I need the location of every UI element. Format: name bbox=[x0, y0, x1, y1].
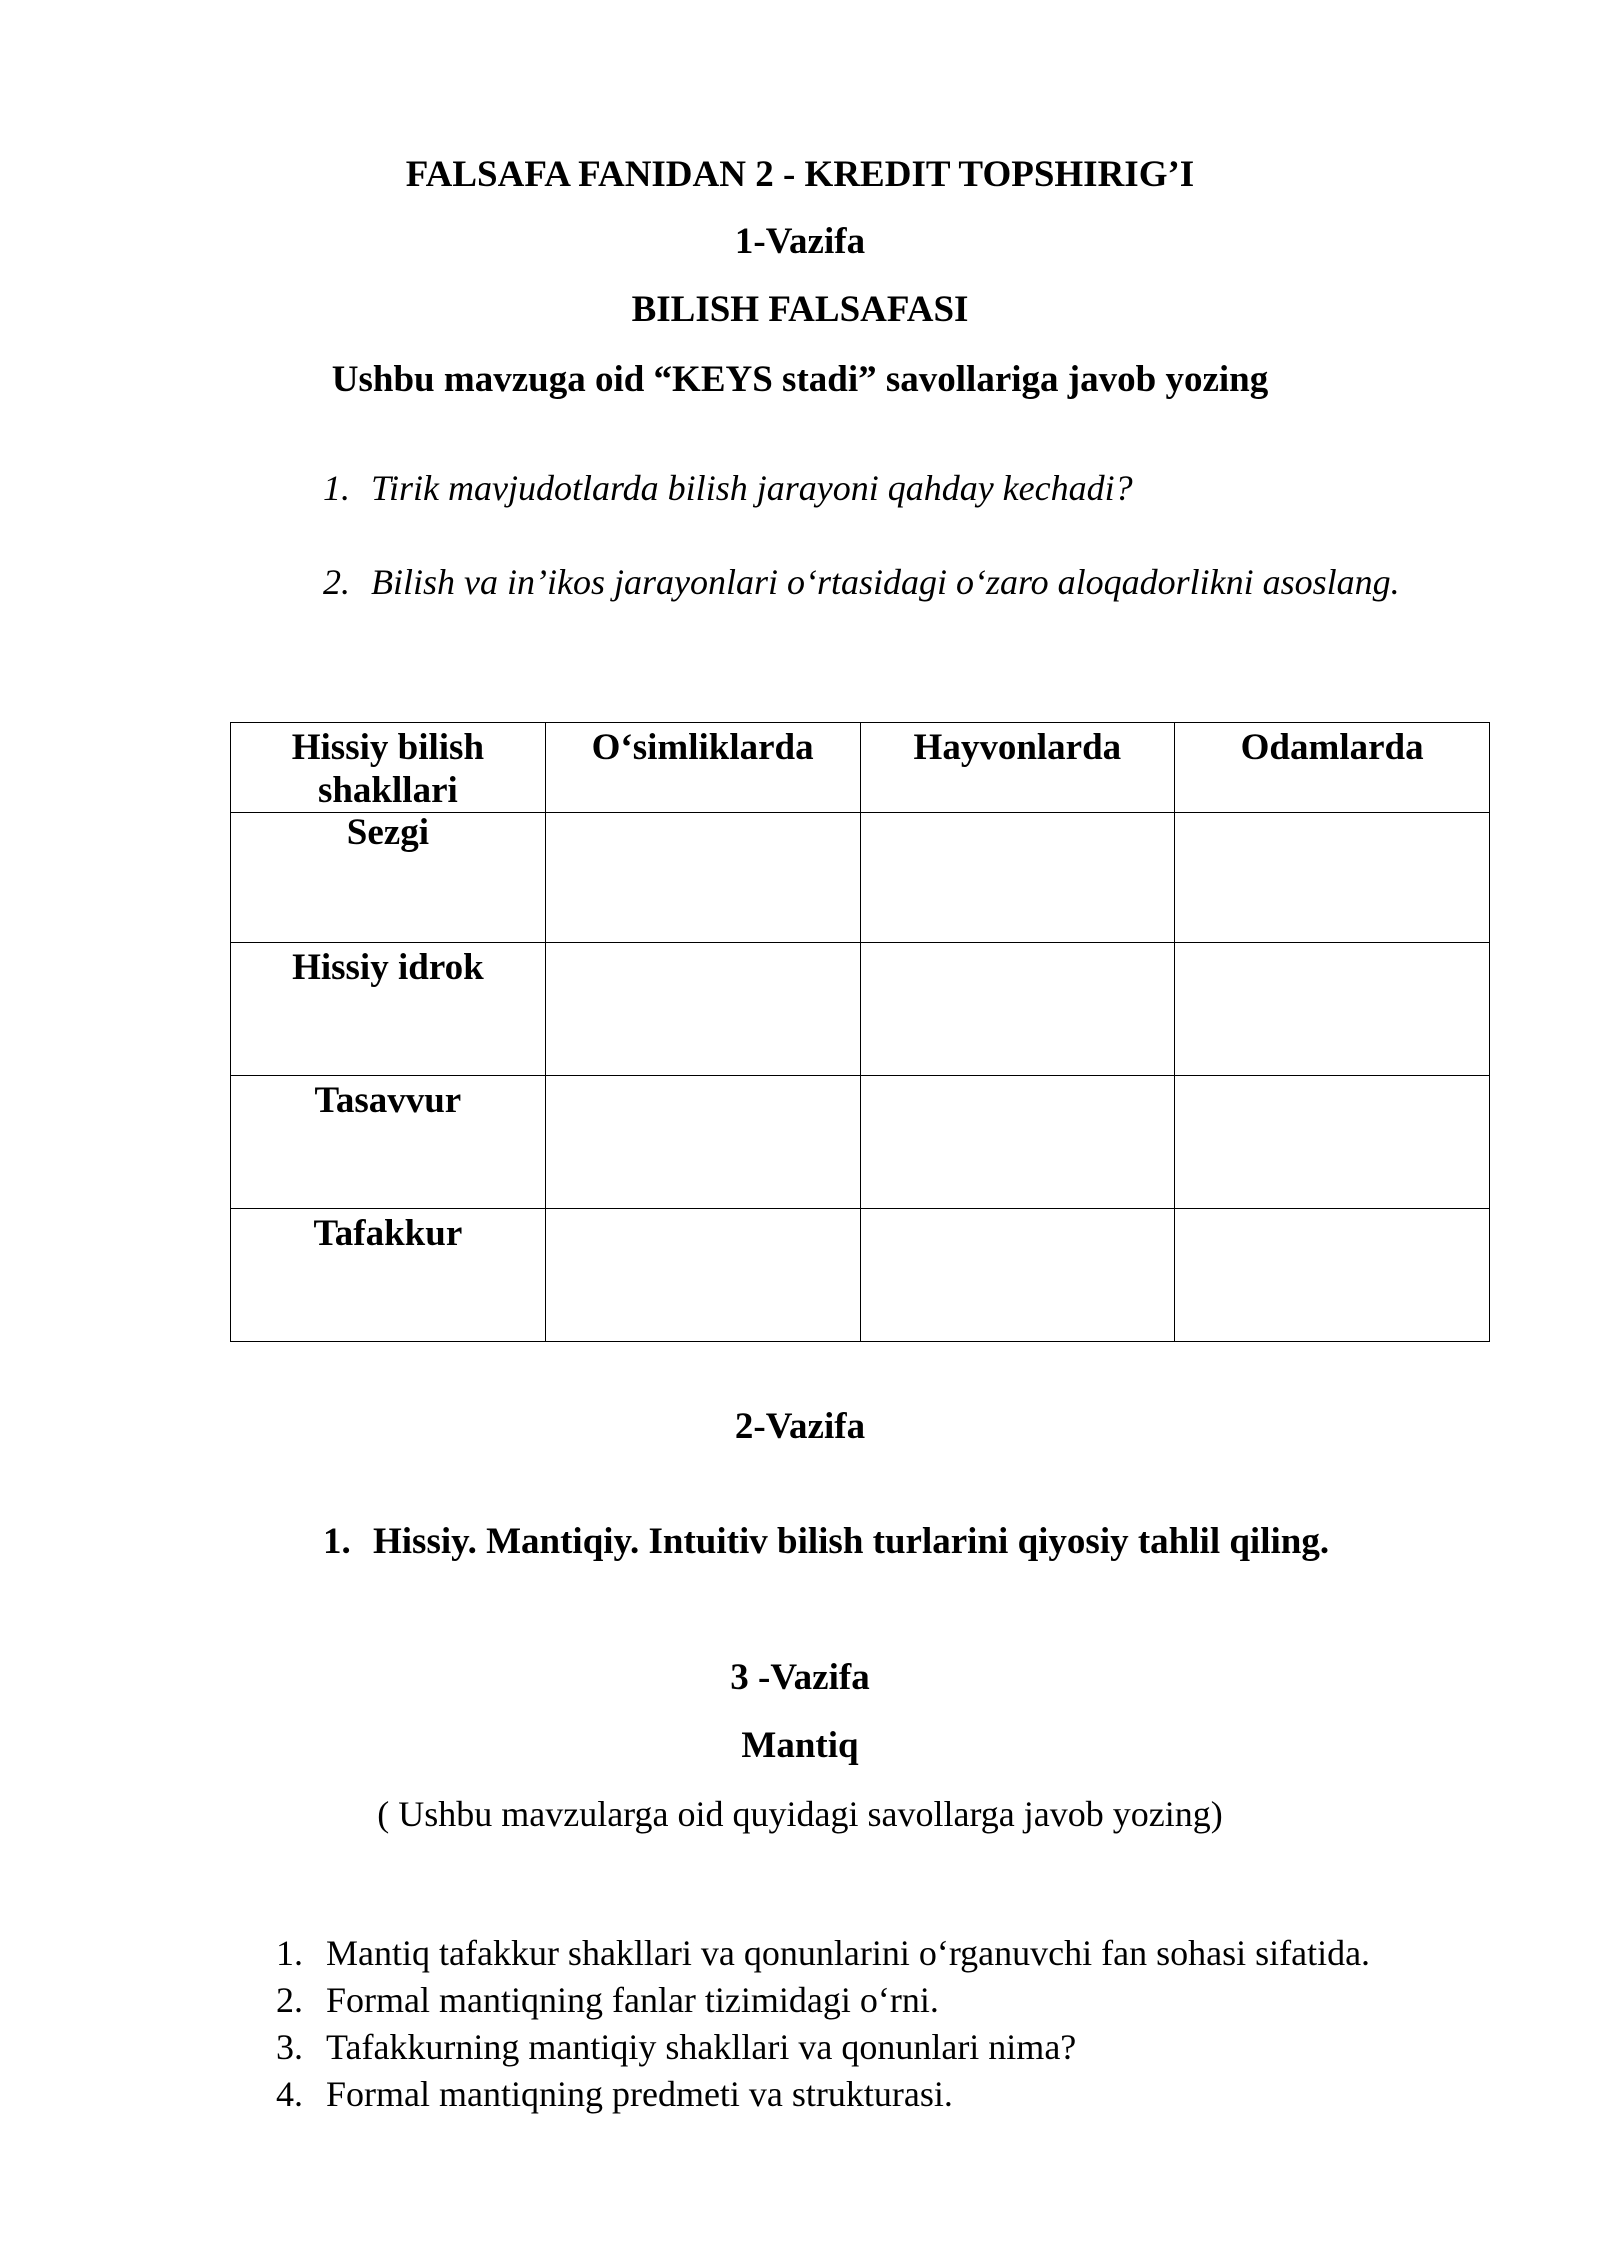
task1-question bbox=[323, 466, 1133, 510]
answer-cell[interactable] bbox=[860, 943, 1175, 1076]
list-item bbox=[276, 1977, 1370, 2024]
table-header-cell: Hayvonlarda bbox=[860, 723, 1175, 813]
question-number: 1. bbox=[323, 468, 350, 508]
list-item bbox=[276, 2071, 1370, 2118]
question-number: 2. bbox=[323, 562, 350, 602]
list-item bbox=[276, 2024, 1370, 2071]
sensory-cognition-table bbox=[230, 722, 1490, 1342]
task2-item bbox=[323, 1520, 1329, 1564]
item-text: Formal mantiqning fanlar tizimidagi o‘rni. bbox=[326, 1980, 939, 2020]
task3-topic: Mantiq bbox=[741, 1725, 859, 1766]
question-text: Bilish va in’ikos jarayonlari o‘rtasidagi o‘zaro aloqadorlikni asoslang. bbox=[371, 562, 1400, 602]
row-label-cell bbox=[231, 813, 546, 943]
answer-cell[interactable] bbox=[545, 1209, 860, 1342]
table-header-cell: Hissiy bilish shakllari bbox=[231, 723, 546, 813]
list-item bbox=[276, 1930, 1370, 1977]
row-label: Tasavvur bbox=[231, 1076, 546, 1209]
item-number: 4. bbox=[276, 2074, 303, 2114]
table-header-cell: O‘simliklarda bbox=[545, 723, 860, 813]
answer-cell[interactable] bbox=[545, 813, 860, 943]
item-number: 1. bbox=[276, 1933, 303, 1973]
task1-heading: 1-Vazifa bbox=[734, 221, 866, 262]
item-number: 3. bbox=[276, 2027, 303, 2067]
item-text: Hissiy. Mantiqiy. Intuitiv bilish turlarini qiyosiy tahlil qiling. bbox=[373, 1521, 1330, 1562]
table-row bbox=[231, 1209, 1490, 1342]
item-text: Formal mantiqning predmeti va strukturasi. bbox=[326, 2074, 953, 2114]
item-text: Tafakkurning mantiqiy shakllari va qonunlari nima? bbox=[326, 2027, 1077, 2067]
task3-instruction: ( Ushbu mavzularga oid quyidagi savollarga javob yozing) bbox=[377, 1794, 1223, 1834]
task1-question bbox=[323, 560, 1400, 604]
row-label: Tafakkur bbox=[231, 1209, 546, 1342]
document-title: FALSAFA FANIDAN 2 - KREDIT TOPSHIRIG’I bbox=[405, 154, 1195, 195]
answer-cell[interactable] bbox=[1175, 1076, 1490, 1209]
item-text: Mantiq tafakkur shakllari va qonunlarini o‘rganuvchi fan sohasi sifatida. bbox=[326, 1933, 1371, 1973]
table-row bbox=[231, 813, 1490, 943]
answer-cell[interactable] bbox=[545, 943, 860, 1076]
answer-cell[interactable] bbox=[860, 813, 1175, 943]
answer-cell[interactable] bbox=[860, 1209, 1175, 1342]
row-label: Sezgi bbox=[346, 812, 429, 853]
task3-question-list bbox=[276, 1930, 1370, 2118]
table-header-row bbox=[231, 723, 1490, 813]
question-text: Tirik mavjudotlarda bilish jarayoni qahday kechadi? bbox=[371, 468, 1133, 508]
task1-instruction: Ushbu mavzuga oid “KEYS stadi” savollariga javob yozing bbox=[331, 359, 1269, 400]
answer-cell[interactable] bbox=[860, 1076, 1175, 1209]
task2-heading: 2-Vazifa bbox=[734, 1406, 866, 1447]
table-row bbox=[231, 943, 1490, 1076]
table-header-cell: Odamlarda bbox=[1175, 723, 1490, 813]
answer-cell[interactable] bbox=[1175, 943, 1490, 1076]
answer-cell[interactable] bbox=[1175, 813, 1490, 943]
item-number: 2. bbox=[276, 1980, 303, 2020]
answer-cell[interactable] bbox=[1175, 1209, 1490, 1342]
item-number: 1. bbox=[323, 1521, 351, 1562]
task1-topic: BILISH FALSAFASI bbox=[631, 289, 969, 330]
answer-cell[interactable] bbox=[545, 1076, 860, 1209]
task3-heading: 3 -Vazifa bbox=[730, 1657, 870, 1698]
table-row bbox=[231, 1076, 1490, 1209]
row-label: Hissiy idrok bbox=[231, 943, 546, 1076]
